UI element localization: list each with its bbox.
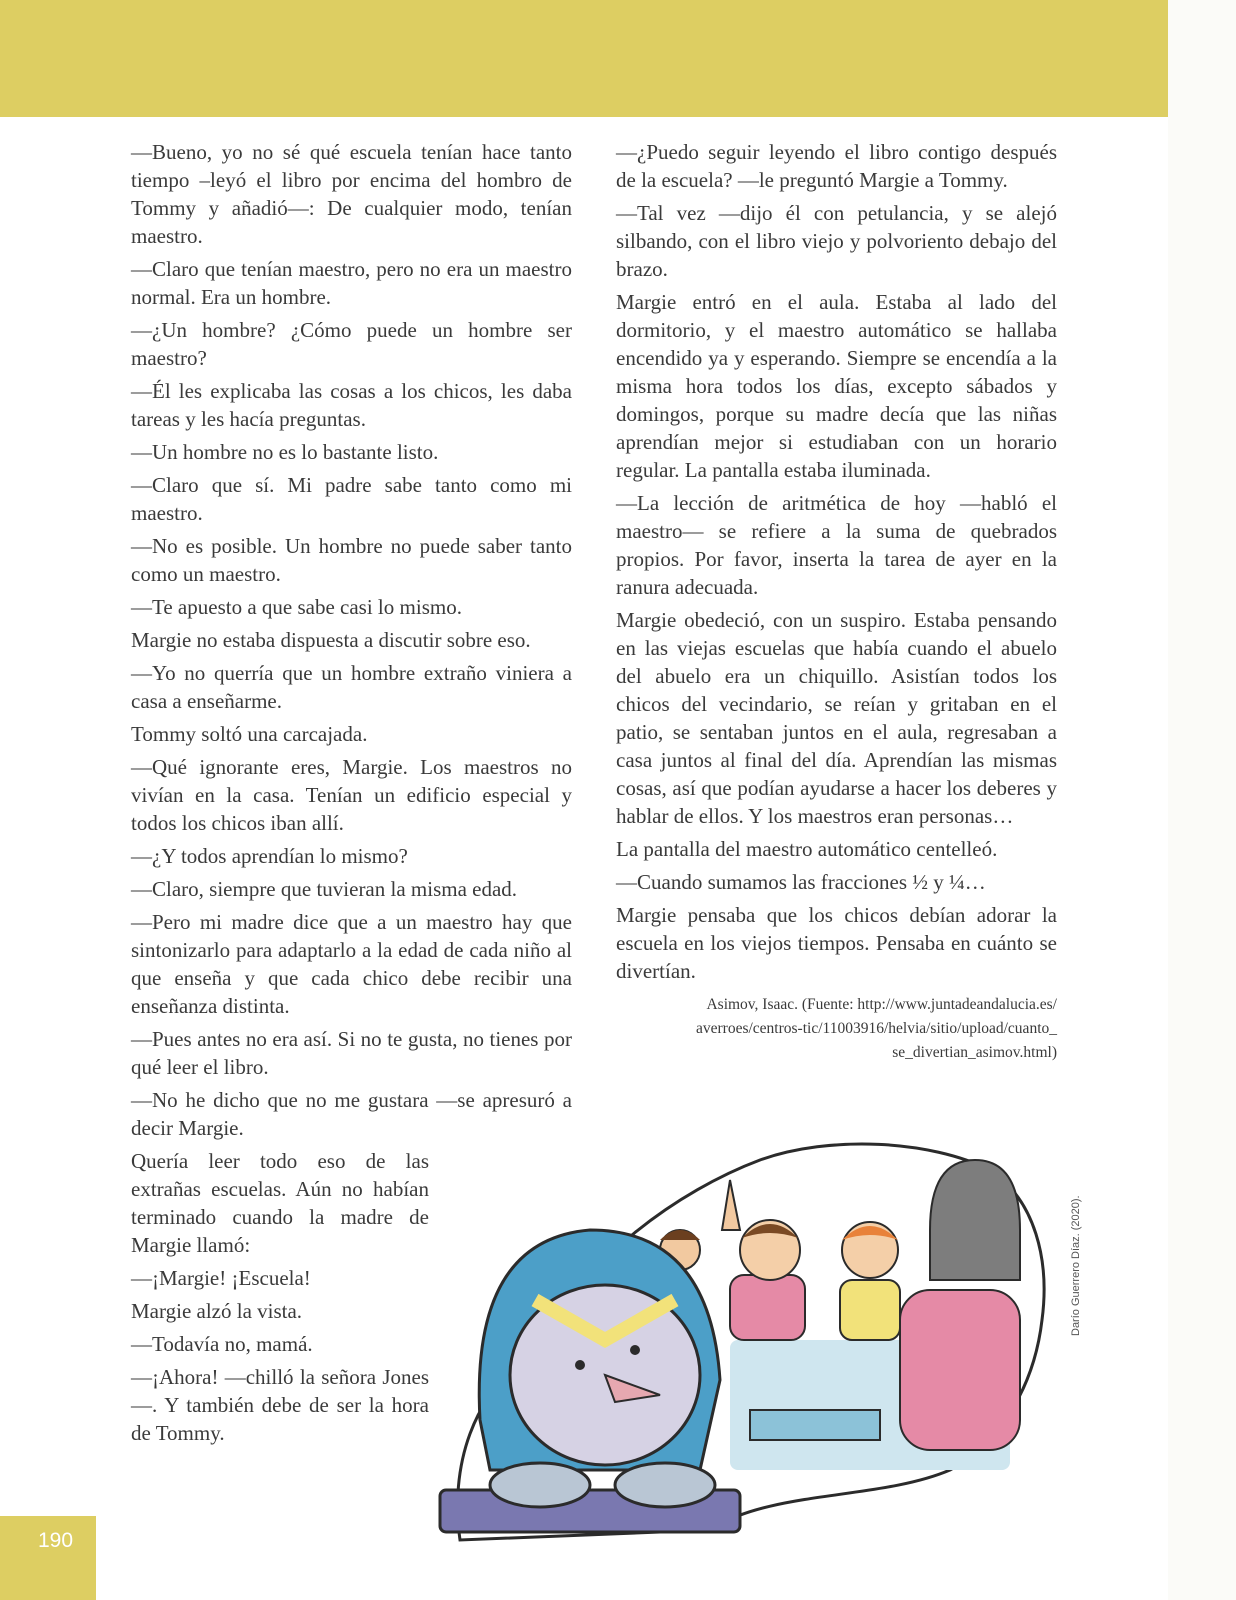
- paragraph: —Claro, siempre que tuvieran la misma edad.: [131, 877, 518, 901]
- paragraph: —Bueno, yo no sé qué escuela tenían hace tanto tiempo –leyó el libro por encima del hombro de Tommy y añadió—: De cualquier modo, tenían maestro.: [131, 140, 572, 248]
- robot-arm: [615, 1463, 715, 1507]
- teacher-hair: [930, 1160, 1020, 1280]
- page-edge: [1168, 0, 1236, 1600]
- paragraph: Margie entró en el aula. Estaba al lado del dormitorio, y el maestro automático se hallaba encendido ya y esperando. Siempre se encendía a la misma hora todos los días, excepto sábados y domingos, porque su madre decía que las niñas aprendían mejor si estudiaban con un horario regular. La pantalla estaba iluminada.: [616, 290, 1057, 482]
- paragraph: Margie obedeció, con un suspiro. Estaba pensando en las viejas escuelas que había cuando el abuelo del abuelo era un chiquillo. Asistían todos los chicos del vecindario, se reían y gritaban en el patio, se sentaban juntos en el aula, regresaban a casa juntos al final del día. Aprendían las mismas cosas, así que podían ayudarse a hacer los deberes y hablar de ellos. Y los maestros eran personas…: [616, 608, 1057, 828]
- paragraph: —Qué ignorante eres, Margie. Los maestros no vivían en la casa. Tenían un edificio especial y todos los chicos iban allí.: [131, 755, 572, 835]
- source-line: averroes/centros-tic/11003916/helvia/sitio/upload/cuanto_: [696, 1020, 1057, 1037]
- paragraph: —Él les explicaba las cosas a los chicos, les daba tareas y les hacía preguntas.: [131, 379, 572, 431]
- paragraph: —Cuando sumamos las fracciones ½ y ¼…: [616, 870, 986, 894]
- paragraph: —¿Y todos aprendían lo mismo?: [131, 844, 408, 868]
- paragraph: —La lección de aritmética de hoy —habló el maestro— se refiere a la suma de quebrados propios. Por favor, inserta la tarea de ayer en la ranura adecuada.: [616, 491, 1057, 599]
- paragraph: Quería leer todo eso de las extrañas escuelas. Aún no habían terminado cuando la madre de Margie llamó:: [131, 1149, 429, 1257]
- girl-shirt: [840, 1280, 900, 1340]
- paragraph: —Pero mi madre dice que a un maestro hay que sintonizarlo para adaptarlo a la edad de cada niño al que enseña y que cada chico debe recibir una enseñanza distinta.: [131, 910, 572, 1018]
- paragraph: —Un hombre no es lo bastante listo.: [131, 440, 439, 464]
- page-number: 190: [38, 1529, 74, 1552]
- paragraph: —No he dicho que no me gustara —se apresuró a decir Margie.: [131, 1088, 572, 1140]
- right-column: [616, 138, 1057, 1065]
- paragraph: La pantalla del maestro automático centelleó.: [616, 837, 998, 861]
- paragraph: —Claro que sí. Mi padre sabe tanto como mi maestro.: [131, 473, 572, 525]
- boy-shirt: [730, 1275, 805, 1340]
- paragraph: —No es posible. Un hombre no puede saber tanto como un maestro.: [131, 534, 572, 586]
- paragraph: Tommy soltó una carcajada.: [131, 722, 368, 746]
- paragraph: Margie pensaba que los chicos debían adorar la escuela en los viejos tiempos. Pensaba en cuánto se divertían.: [616, 903, 1057, 983]
- paragraph: Margie no estaba dispuesta a discutir sobre eso.: [131, 628, 531, 652]
- paragraph: —Tal vez —dijo él con petulancia, y se alejó silbando, con el libro viejo y polvoriento debajo del brazo.: [616, 201, 1057, 281]
- paragraph: —Te apuesto a que sabe casi lo mismo.: [131, 595, 462, 619]
- paragraph: —Claro que tenían maestro, pero no era un maestro normal. Era un hombre.: [131, 257, 572, 309]
- story-illustration: [430, 1140, 1050, 1550]
- paragraph: —¡Margie! ¡Escuela!: [131, 1266, 311, 1290]
- source-line: se_divertian_asimov.html): [892, 1044, 1057, 1061]
- robot-arm: [490, 1463, 590, 1507]
- paragraph: —¿Puedo seguir leyendo el libro contigo después de la escuela? —le preguntó Margie a Tommy.: [616, 140, 1057, 192]
- paragraph: —¿Un hombre? ¿Cómo puede un hombre ser maestro?: [131, 318, 572, 370]
- school-desk: [750, 1410, 880, 1440]
- source-citation: [616, 993, 1057, 1065]
- robot-eye: [575, 1360, 585, 1370]
- paragraph: —¡Ahora! —chilló la señora Jones—. Y también debe de ser la hora de Tommy.: [131, 1365, 429, 1445]
- illustration-credit: Darío Guerrero Díaz. (2020).: [1070, 1195, 1082, 1336]
- paragraph: —Yo no querría que un hombre extraño viniera a casa a enseñarme.: [131, 661, 572, 713]
- teacher-body: [900, 1290, 1020, 1450]
- robot-eye: [630, 1345, 640, 1355]
- paragraph: —Pues antes no era así. Si no te gusta, no tienes por qué leer el libro.: [131, 1027, 572, 1079]
- paragraph: —Todavía no, mamá.: [131, 1332, 313, 1356]
- source-line: Asimov, Isaac. (Fuente: http://www.juntadeandalucia.es/: [706, 996, 1057, 1013]
- paragraph: Margie alzó la vista.: [131, 1299, 303, 1323]
- header-band: [0, 0, 1168, 117]
